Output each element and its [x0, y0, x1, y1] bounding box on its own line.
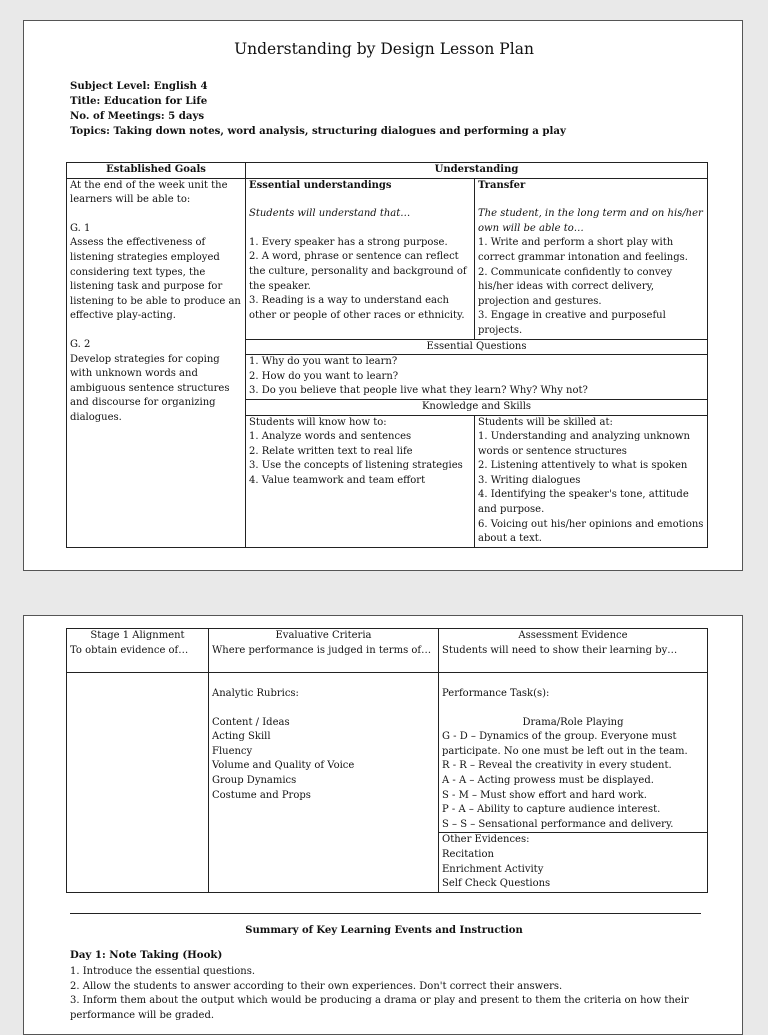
goal-2-text: Develop strategies for coping with unknown words and ambiguous sentence structures and discourse for organizing dialogues.: [70, 353, 230, 423]
drama-item: P - A – Ability to capture audience interest.: [442, 804, 661, 816]
criteria-item: Volume and Quality of Voice: [212, 760, 355, 772]
transfer-intro: The student, in the long term and on his/her own will be able to…: [478, 208, 703, 234]
criteria-item: Costume and Props: [212, 789, 311, 801]
eu-item: 3. Reading is a way to understand each other or people of other races or ethnicity.: [249, 295, 465, 321]
page-2: [23, 615, 743, 1035]
day-1-step: 2. Allow the students to answer according to their own experiences. Don't correct their answers.: [70, 980, 563, 992]
goals-intro: At the end of the week unit the learners will be able to:: [70, 179, 228, 206]
essential-understandings-header: Essential understandings: [249, 179, 392, 191]
section-divider: [70, 913, 701, 914]
other-evidence-item: Self Check Questions: [442, 878, 551, 890]
goal-2-label: G. 2: [70, 338, 91, 350]
criteria-cell: [209, 673, 439, 893]
skill-item: 4. Identifying the speaker's tone, attitude and purpose.: [478, 489, 689, 516]
transfer-item: 2. Communicate confidently to convey his/her ideas with correct delivery, projection and gestures.: [478, 266, 673, 307]
day-1-title: Day 1: Note Taking (Hook): [70, 949, 223, 961]
meta-subject-level: Subject Level: English 4: [70, 80, 208, 92]
stage-alignment-cell: [67, 673, 209, 893]
goal-1-label: G. 1: [70, 222, 91, 234]
eu-intro: Students will understand that…: [249, 208, 411, 220]
skill-item: 6. Voicing out his/her opinions and emotions about a text.: [478, 518, 704, 545]
stage-alignment-header-cell: [67, 629, 209, 673]
day-1-steps: [70, 965, 710, 1023]
skill-item: 1. Understanding and analyzing unknown words or sentence structures: [478, 431, 690, 457]
other-evidences-cell: [439, 833, 708, 892]
goals-header: Established Goals: [67, 163, 246, 179]
other-evidences-label: Other Evidences:: [442, 834, 530, 846]
assessment-evidence-sub: Students will need to show their learning by…: [442, 644, 678, 656]
meta-meetings: No. of Meetings: 5 days: [70, 110, 205, 122]
stage-alignment-header: Stage 1 Alignment: [90, 630, 185, 641]
rubrics-label: Analytic Rubrics:: [212, 688, 299, 699]
drama-item: A - A – Acting prowess must be displayed.: [442, 774, 654, 786]
criteria-item: Content / Ideas: [212, 716, 290, 728]
goals-cell: [67, 178, 246, 547]
skill-item: 3. Writing dialogues: [478, 474, 581, 486]
performance-task-label: Performance Task(s):: [442, 688, 550, 699]
drama-item: S – S – Sensational performance and delivery.: [442, 818, 674, 830]
skill-intro: Students will be skilled at:: [478, 416, 613, 428]
assessment-table: [66, 628, 708, 893]
stage-alignment-sub: To obtain evidence of…: [70, 644, 189, 656]
assessment-evidence-header: Assessment Evidence: [518, 630, 628, 641]
essential-questions-header: Essential Questions: [246, 339, 708, 355]
criteria-item: Acting Skill: [212, 731, 271, 743]
eq-item: 2. How do you want to learn?: [249, 370, 399, 382]
know-intro: Students will know how to:: [249, 416, 387, 428]
goal-1-text: Assess the effectiveness of listening strategies employed considering text types, the listening task and purpose for listening to be able to produce an effective play-acting.: [70, 237, 241, 322]
criteria-item: Group Dynamics: [212, 774, 297, 786]
assessment-evidence-header-cell: [439, 629, 708, 673]
eq-item: 1. Why do you want to learn?: [249, 356, 398, 368]
day-1-step: 3. Inform them about the output which would be producing a drama or play and present to them the criteria on how their performance will be graded.: [70, 995, 689, 1021]
drama-item: R - R – Reveal the creativity in every student.: [442, 760, 672, 772]
performance-task-cell: [439, 673, 708, 833]
eu-item: 2. A word, phrase or sentence can reflect the culture, personality and background of the speaker.: [249, 251, 467, 292]
meta-title: Title: Education for Life: [70, 95, 208, 107]
lesson-meta: [70, 79, 566, 139]
know-item: 2. Relate written text to real life: [249, 445, 413, 457]
transfer-item: 1. Write and perform a short play with correct grammar intonation and feelings.: [478, 237, 688, 263]
know-item: 1. Analyze words and sentences: [249, 431, 412, 443]
transfer-item: 3. Engage in creative and purposeful projects.: [478, 310, 666, 336]
transfer-header: Transfer: [478, 179, 526, 191]
transfer-cell: [475, 178, 708, 339]
evaluative-criteria-sub: Where performance is judged in terms of…: [212, 644, 432, 656]
drama-title: Drama/Role Playing: [522, 716, 624, 728]
document-title: Understanding by Design Lesson Plan: [234, 40, 534, 58]
other-evidence-item: Recitation: [442, 848, 494, 860]
know-item: 4. Value teamwork and team effort: [249, 474, 426, 486]
knowledge-skills-header: Knowledge and Skills: [246, 399, 708, 415]
criteria-item: Fluency: [212, 745, 253, 757]
evaluative-criteria-header-cell: [209, 629, 439, 673]
eq-item: 3. Do you believe that people live what they learn? Why? Why not?: [249, 385, 588, 397]
understanding-table: [66, 162, 708, 548]
eu-item: 1. Every speaker has a strong purpose.: [249, 236, 448, 248]
skills-cell: [475, 415, 708, 547]
drama-item: S - M – Must show effort and hard work.: [442, 789, 647, 801]
meta-topics: Topics: Taking down notes, word analysis, structuring dialogues and performing a play: [70, 125, 566, 137]
knowledge-cell: [246, 415, 475, 547]
drama-item: G - D – Dynamics of the group. Everyone must participate. No one must be left out in the team.: [442, 731, 688, 757]
know-item: 3. Use the concepts of listening strategies: [249, 460, 463, 472]
other-evidence-item: Enrichment Activity: [442, 863, 544, 875]
summary-title: Summary of Key Learning Events and Instruction: [245, 925, 523, 936]
essential-questions-cell: [246, 355, 708, 400]
essential-understandings-cell: [246, 178, 475, 339]
understanding-header: Understanding: [246, 163, 708, 179]
evaluative-criteria-header: Evaluative Criteria: [275, 630, 372, 641]
day-1-step: 1. Introduce the essential questions.: [70, 966, 255, 977]
skill-item: 2. Listening attentively to what is spoken: [478, 460, 688, 472]
page-1: [23, 20, 743, 571]
